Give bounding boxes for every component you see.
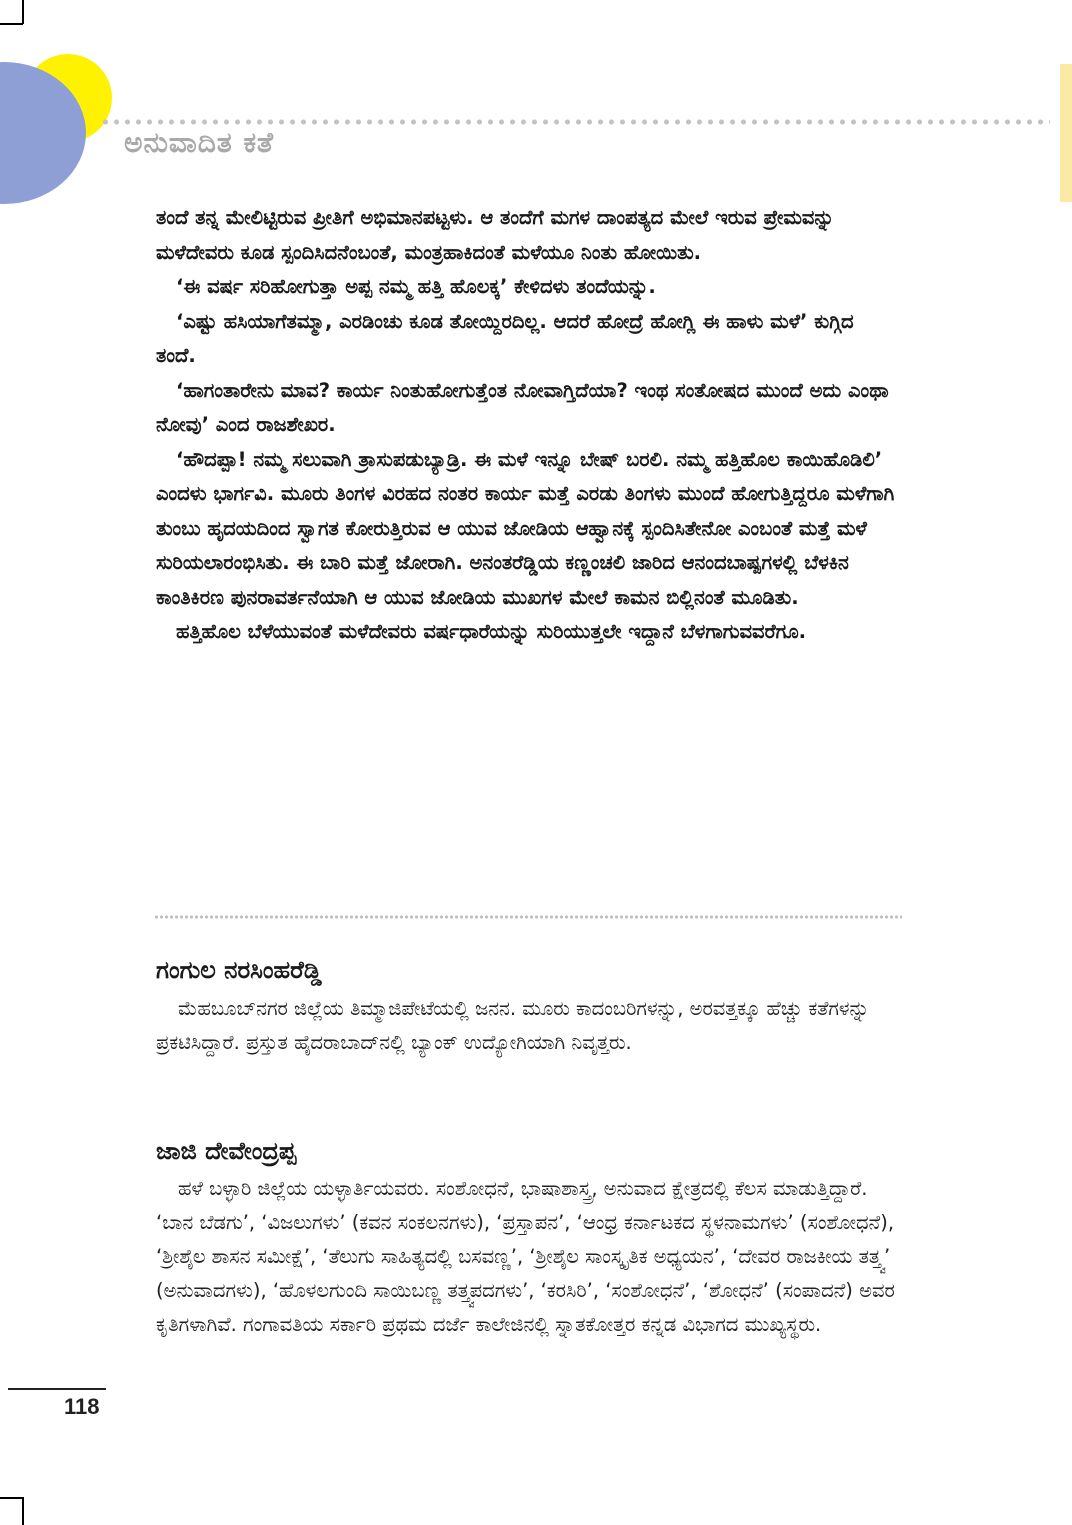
footer-rule — [8, 1388, 106, 1390]
story-paragraph: ತಂದೆ ತನ್ನ ಮೇಲಿಟ್ಟಿರುವ ಪ್ರೀತಿಗೆ ಅಭಿಮಾನಪಟ್ಟಳು. ಆ ತಂದೆಗೆ ಮಗಳ ದಾಂಪತ್ಯದ ಮೇಲೆ ಇರುವ ಪ್ರೇಮವನ್ನು ಮಳೆದೇವರು ಕೂಡ ಸ್ಪಂದಿಸಿದನೆಂಬಂತೆ, ಮಂತ್ರಹಾಕಿದಂತೆ ಮಳೆಯೂ ನಿಂತು ಹೋಯಿತು. — [156, 206, 835, 264]
author-name: ಗಂಗುಲ ನರಸಿಂಹರೆಡ್ಡಿ — [156, 956, 322, 984]
crop-mark-bottom — [0, 1497, 23, 1499]
translator-name: ಜಾಜಿ ದೇವೇಂದ್ರಪ್ಪ — [156, 1137, 297, 1165]
header-dotted-rule — [100, 119, 1050, 125]
section-dotted-divider — [154, 915, 902, 919]
story-paragraph: ‘ಹಾಗಂತಾರೇನು ಮಾವ? ಕಾರ್ಯ ನಿಂತುಹೋಗುತ್ತೆಂತ ನೋವಾಗ್ತಿದೆಯಾ? ಇಂಥ ಸಂತೋಷದ ಮುಂದೆ ಅದು ಎಂಥಾ ನೋವು’ ಎಂದ ರಾಜಶೇಖರ. — [156, 378, 889, 436]
section-title: ಅನುವಾದಿತ ಕತೆ — [124, 126, 275, 159]
translator-bio: ಹಳೆ ಬಳ್ಳಾರಿ ಜಿಲ್ಲೆಯ ಯಳ್ಳಾರ್ತಿಯವರು. ಸಂಶೋಧನೆ, ಭಾಷಾಶಾಸ್ತ್ರ, ಅನುವಾದ ಕ್ಷೇತ್ರದಲ್ಲಿ ಕೆಲಸ ಮಾಡುತ್ತಿದ್ದಾರೆ. ‘ಬಾನ ಬೆಡಗು’, ‘ವಿಜಲುಗಳು’ (ಕವನ ಸಂಕಲನಗಳು), ‘ಪ್ರಸ್ತಾಪನ’, ‘ಆಂಧ್ರ ಕರ್ನಾಟಕದ ಸ್ಥಳನಾಮಗಳು’ (ಸಂಶೋಧನೆ), ‘ಶ್ರೀಶೈಲ ಶಾಸನ ಸಮೀಕ್ಷೆ’, ‘ತೆಲುಗು ಸಾಹಿತ್ಯದಲ್ಲಿ ಬಸವಣ್ಣ’, ‘ಶ್ರೀಶೈಲ ಸಾಂಸ್ಕೃತಿಕ ಅಧ್ಯಯನ’, ‘ದೇವರ ರಾಜಕೀಯ ತತ್ತ್ವ’ (ಅನುವಾದಗಳು), ‘ಹೊಳಲಗುಂದಿ ಸಾಯಿಬಣ್ಣ ತತ್ತ್ವಪದಗಳು’, ‘ಕರಸಿರಿ’, ‘ಸಂಶೋಧನೆ’, ‘ಶೋಧನೆ’ (ಸಂಪಾದನೆ) ಅವರ ಕೃತಿಗಳಾಗಿವೆ. ಗಂಗಾವತಿಯ ಸರ್ಕಾರಿ ಪ್ರಥಮ ದರ್ಜೆ ಕಾಲೇಜಿನಲ್ಲಿ ಸ್ನಾತಕೋತ್ತರ ಕನ್ನಡ ವಿಭಾಗದ ಮುಖ್ಯಸ್ಥರು. — [156, 1177, 895, 1336]
crop-mark-top — [22, 0, 24, 24]
decorative-side-tab — [1060, 64, 1072, 202]
story-paragraph: ‘ಹೌದಪ್ಪಾ! ನಮ್ಮ ಸಲುವಾಗಿ ತ್ರಾಸುಪಡುಬ್ಯಾಡ್ರಿ. ಈ ಮಳೆ ಇನ್ನೂ ಬೇಷ್ ಬರಲಿ. ನಮ್ಮ ಹತ್ತಿಹೊಲ ಕಾಯಿಹೊಡಿಲಿ’ ಎಂದಳು ಭಾರ್ಗವಿ. ಮೂರು ತಿಂಗಳ ವಿರಹದ ನಂತರ ಕಾರ್ಯ ಮತ್ತೆ ಎರಡು ತಿಂಗಳು ಮುಂದೆ ಹೋಗುತ್ತಿದ್ದರೂ ಮಳೆಗಾಗಿ ತುಂಬು ಹೃದಯದಿಂದ ಸ್ವಾಗತ ಕೋರುತ್ತಿರುವ ಆ ಯುವ ಜೋಡಿಯ ಆಹ್ವಾನಕ್ಕೆ ಸ್ಪಂದಿಸಿತೇನೋ ಎಂಬಂತೆ ಮತ್ತೆ ಮಳೆ ಸುರಿಯಲಾರಂಭಿಸಿತು. ಈ ಬಾರಿ ಮತ್ತೆ ಜೋರಾಗಿ. ಅನಂತರೆಡ್ಡಿಯ ಕಣ್ಣಂಚಲಿ ಜಾರಿದ ಆನಂದಬಾಷ್ಪಗಳಲ್ಲಿ ಬೆಳಕಿನ ಕಾಂತಿಕಿರಣ ಪುನರಾವರ್ತನೆಯಾಗಿ ಆ ಯುವ ಜೋಡಿಯ ಮುಖಗಳ ಮೇಲೆ ಕಾಮನ ಬಿಲ್ಲಿನಂತೆ ಮೂಡಿತು. — [156, 447, 895, 609]
story-text — [156, 201, 898, 650]
author-bio: ಮೆಹಬೂಬ್‌ನಗರ ಜಿಲ್ಲೆಯ ತಿಮ್ಮಾಜಿಪೇಟೆಯಲ್ಲಿ ಜನನ. ಮೂರು ಕಾದಂಬರಿಗಳನ್ನು, ಅರವತ್ತಕ್ಕೂ ಹೆಚ್ಚು ಕತೆಗಳನ್ನು ಪ್ರಕಟಿಸಿದ್ದಾರೆ. ಪ್ರಸ್ತುತ ಹೈದರಾಬಾದ್‌ನಲ್ಲಿ ಬ್ಯಾಂಕ್ ಉದ್ಯೋಗಿಯಾಗಿ ನಿವೃತ್ತರು. — [156, 997, 870, 1054]
page-number: 118 — [64, 1394, 100, 1419]
crop-mark-bottom — [22, 1497, 24, 1525]
story-paragraph: ‘ಎಷ್ಟು ಹಸಿಯಾಗೆತಮ್ಮಾ, ಎರಡಿಂಚು ಕೂಡ ತೋಯ್ದಿರದಿಲ್ಲ. ಆದರೆ ಹೋದ್ರೆ ಹೋಗ್ಲಿ ಈ ಹಾಳು ಮಳೆ’ ಕುಗ್ಗಿದ ತಂದೆ. — [156, 309, 854, 367]
story-paragraph: ‘ಈ ವರ್ಷ ಸರಿಹೋಗುತ್ತಾ ಅಪ್ಪ ನಮ್ಮ ಹತ್ತಿ ಹೊಲಕ್ಕ’ ಕೇಳಿದಳು ತಂದೆಯನ್ನು. — [176, 275, 656, 298]
story-paragraph: ಹತ್ತಿಹೊಲ ಬೆಳೆಯುವಂತೆ ಮಳೆದೇವರು ವರ್ಷಧಾರೆಯನ್ನು ಸುರಿಯುತ್ತಲೇ ಇದ್ದಾನೆ ಬೆಳಗಾಗುವವರೆಗೂ. — [176, 620, 807, 643]
crop-mark-top — [0, 23, 23, 25]
